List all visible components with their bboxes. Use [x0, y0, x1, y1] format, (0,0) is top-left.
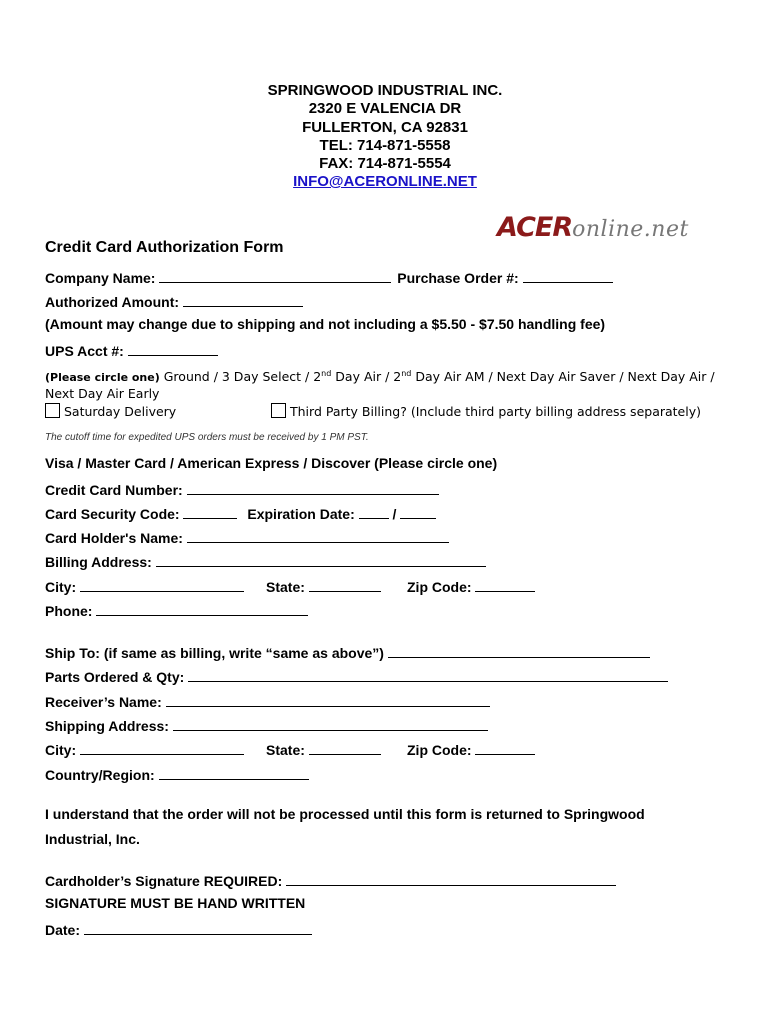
saturday-delivery-checkbox[interactable] — [45, 403, 60, 418]
expiration-label: Expiration Date: — [247, 506, 355, 522]
company-name-field[interactable] — [159, 268, 391, 283]
holder-label: Card Holder's Name: — [45, 530, 183, 546]
shipping-address-label: Shipping Address: — [45, 718, 169, 734]
shipping-state-label: State: — [266, 742, 305, 758]
shipping-state-field[interactable] — [309, 740, 381, 755]
shipping-methods: Ground / 3 Day Select / 2nd Day Air / 2nd Day Air AM / Next Day Air Saver / Next Day Air / — [163, 369, 715, 385]
logo-word: ACER — [497, 212, 573, 243]
shipping-state-row — [266, 740, 381, 758]
shipping-zip-label: Zip Code: — [407, 742, 472, 758]
shipping-city-label: City: — [45, 742, 77, 758]
understand-line1: I understand that the order will not be processed until this form is returned to Springwood — [45, 806, 645, 822]
company-email[interactable] — [0, 173, 770, 191]
saturday-delivery-label: Saturday Delivery — [64, 404, 177, 419]
holder-field[interactable] — [187, 528, 449, 543]
country-row — [45, 765, 309, 783]
third-party-label: Third Party Billing? (Include third party billing address separately) — [290, 404, 701, 419]
saturday-delivery-option[interactable] — [45, 403, 176, 419]
purchase-order-label: Purchase Order #: — [397, 270, 519, 286]
expiration-year-field[interactable] — [400, 504, 436, 519]
ups-acct-label: UPS Acct #: — [45, 343, 124, 359]
form-title: Credit Card Authorization Form — [45, 239, 284, 256]
cutoff-note: The cutoff time for expedited UPS orders must be received by 1 PM PST. — [45, 432, 369, 443]
signature-label: Cardholder’s Signature REQUIRED: — [45, 873, 283, 889]
receiver-row — [45, 692, 490, 710]
logo-script: online.net — [572, 217, 689, 242]
parts-field[interactable] — [188, 667, 668, 682]
signature-field[interactable] — [286, 871, 616, 886]
company-name: SPRINGWOOD INDUSTRIAL INC. — [267, 82, 503, 99]
shipping-options-line2: Next Day Air Early — [45, 386, 160, 401]
billing-state-row — [266, 577, 381, 595]
billing-state-field[interactable] — [309, 577, 381, 592]
ups-acct-row — [45, 341, 218, 359]
shipping-address-field[interactable] — [173, 716, 488, 731]
card-number-field[interactable] — [187, 480, 439, 495]
shipping-address-row — [45, 716, 488, 734]
hand-written-note: SIGNATURE MUST BE HAND WRITTEN — [45, 895, 306, 911]
ship-to-row — [45, 643, 650, 661]
holder-row — [45, 528, 449, 546]
phone-field[interactable] — [96, 601, 308, 616]
billing-state-label: State: — [266, 579, 305, 595]
ship-to-field[interactable] — [388, 643, 650, 658]
expiration-month-field[interactable] — [359, 504, 389, 519]
billing-address-label: Billing Address: — [45, 554, 152, 570]
receiver-label: Receiver’s Name: — [45, 694, 162, 710]
shipping-options-line1 — [45, 369, 715, 384]
parts-row — [45, 667, 668, 685]
company-street: 2320 E VALENCIA DR — [308, 100, 462, 117]
security-code-label: Card Security Code: — [45, 506, 180, 522]
third-party-option[interactable] — [271, 403, 701, 419]
billing-zip-field[interactable] — [475, 577, 535, 592]
authorized-amount-row — [45, 292, 303, 310]
email-link[interactable]: INFO@ACERONLINE.NET — [293, 173, 477, 190]
ship-to-label: Ship To: (if same as billing, write “same as above”) — [45, 645, 384, 661]
company-city: FULLERTON, CA 92831 — [302, 119, 468, 136]
authorized-amount-label: Authorized Amount: — [45, 294, 180, 310]
card-number-row — [45, 480, 439, 498]
company-fax: FAX: 714-871-5554 — [319, 155, 451, 172]
signature-row — [45, 871, 616, 889]
date-label: Date: — [45, 922, 81, 938]
expiration-separator: / — [392, 506, 397, 522]
shipping-city-field[interactable] — [80, 740, 244, 755]
parts-label: Parts Ordered & Qty: — [45, 669, 185, 685]
receiver-field[interactable] — [166, 692, 490, 707]
third-party-checkbox[interactable] — [271, 403, 286, 418]
security-code-field[interactable] — [183, 504, 237, 519]
billing-city-row — [45, 577, 244, 595]
security-row — [45, 504, 436, 522]
card-number-label: Credit Card Number: — [45, 482, 183, 498]
shipping-city-row — [45, 740, 244, 758]
date-field[interactable] — [84, 920, 312, 935]
company-name-label: Company Name: — [45, 270, 156, 286]
shipping-zip-row — [407, 740, 535, 758]
purchase-order-field[interactable] — [523, 268, 613, 283]
phone-label: Phone: — [45, 603, 93, 619]
authorized-amount-field[interactable] — [183, 292, 303, 307]
card-types: Visa / Master Card / American Express / Discover (Please circle one) — [45, 455, 498, 471]
company-name-row — [45, 268, 613, 286]
billing-address-row — [45, 552, 486, 570]
phone-row — [45, 601, 308, 619]
billing-zip-label: Zip Code: — [407, 579, 472, 595]
billing-address-field[interactable] — [156, 552, 486, 567]
shipping-zip-field[interactable] — [475, 740, 535, 755]
acer-online-logo — [497, 212, 689, 243]
ups-acct-field[interactable] — [128, 341, 218, 356]
billing-zip-row — [407, 577, 535, 595]
billing-city-field[interactable] — [80, 577, 244, 592]
country-field[interactable] — [159, 765, 309, 780]
country-label: Country/Region: — [45, 767, 155, 783]
amount-note: (Amount may change due to shipping and not including a $5.50 - $7.50 handling fee) — [45, 316, 606, 332]
billing-city-label: City: — [45, 579, 77, 595]
circle-one-note: (Please circle one) — [45, 371, 160, 385]
company-tel: TEL: 714-871-5558 — [319, 137, 451, 154]
understand-line2: Industrial, Inc. — [45, 831, 140, 847]
date-row — [45, 920, 312, 938]
